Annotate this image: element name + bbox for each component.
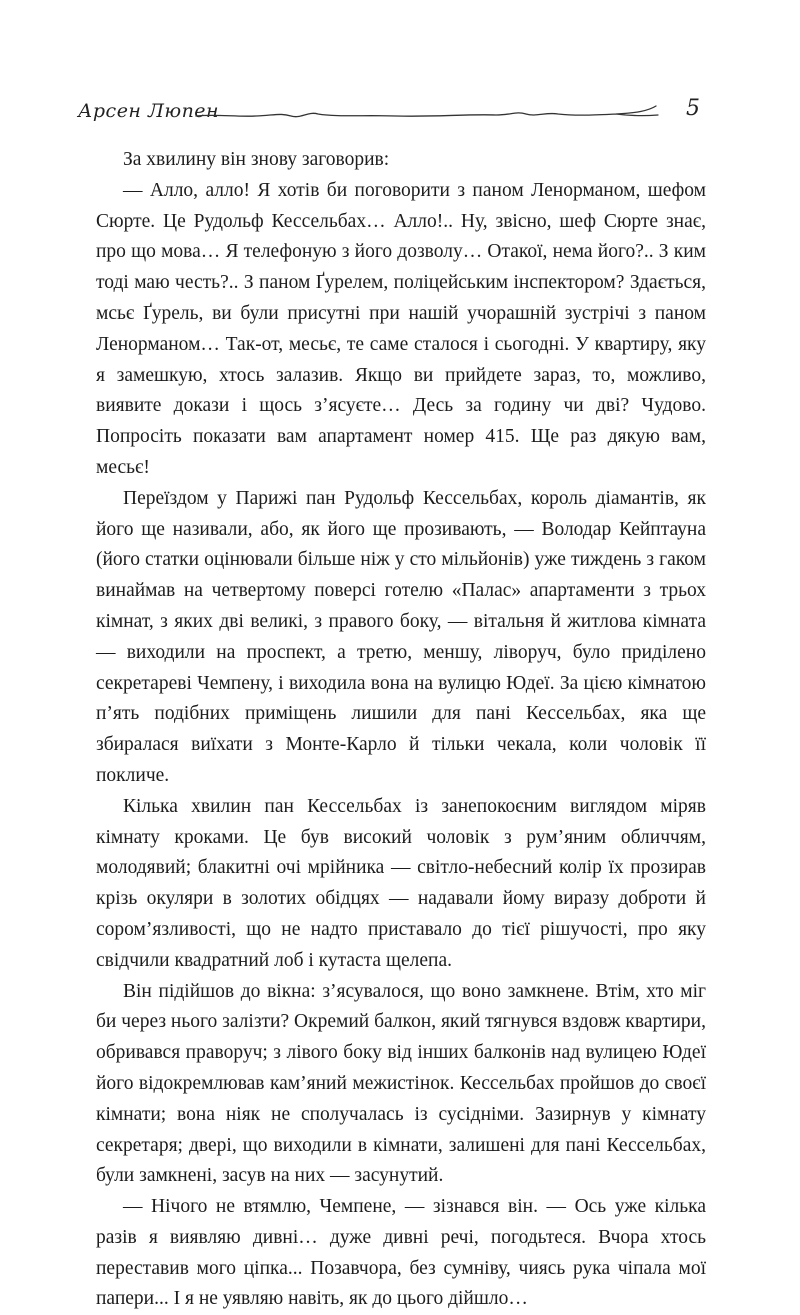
paragraph: Кілька хвилин пан Кессельбах із занепокоєним виглядом міряв кімнату кроками. Це був високий чоловік з рум’яним обличчям, молодявий; блакитні очі мрійника — світло-небесний колір їх прозирав крізь окуляри в золотих обідцях — надавали йому виразу доброти й сором’язливості, що не надто приставало до тієї рішучості, про яку свідчили квадратний лоб і кутаста щелепа. bbox=[96, 795, 706, 971]
paragraph: Переїздом у Парижі пан Рудольф Кессельбах, король діамантів, як його ще називали, або, як його ще прозивають, — Володар Кейптауна (його статки оцінювали більше ніж у сто мільйонів) уже тиждень з гаком винаймав на четвертому поверсі готелю «Палас» апартаменти з трьох кімнат, з яких дві великі, з правого боку, — вітальня й житлова кімната — виходили на проспект, а третю, меншу, ліворуч, було приділено секретареві Чемпену, і виходила вона на вулицю Юдеї. За цією кімнатою п’ять подібних приміщень лишили для пані Кессельбах, яка ще збиралася виїхати з Монте-Карло й тільки чекала, коли чоловік її покличе. bbox=[96, 487, 706, 786]
paragraph: Він підійшов до вікна: з’ясувалося, що воно замкнене. Втім, хто міг би через нього залізти? Окремий балкон, який тягнувся вздовж квартири, обривався праворуч; з лівого боку від інших балконів над вулицею Юдеї його відокремлював кам’яний межистінок. Кессельбах пройшов до своєї кімнати; вона ніяк не сполучалась із сусідніми. Зазирнув у кімнату секретаря; двері, що виходили в кімнати, залишені для пані Кессельбах, були замкнені, засув на них — засунутий. bbox=[96, 980, 706, 1187]
decorative-rule bbox=[196, 102, 666, 126]
running-head bbox=[78, 96, 706, 136]
paragraph: — Алло, алло! Я хотів би поговорити з паном Ленорманом, шефом Сюрте. Це Рудольф Кессельбах… Алло!.. Ну, звісно, шеф Сюрте знає, про що мова… Я телефоную з його дозволу… Отакої, нема його?.. З ким тоді маю честь?.. З паном Ґурелем, поліцейським інспектором? Здається, мсьє Ґурель, ви були присутні при нашій учорашній зустрічі з паном Ленорманом… Так-от, месьє, те саме сталося і сьогодні. У квартиру, яку я замешкую, хтось залазив. Якщо ви прийдете зараз, то, можливо, виявите докази і щось з’ясуєте… Десь за годину чи дві? Чудово. Попросіть показати вам апартамент номер 415. Ще раз дякую вам, месьє! bbox=[96, 179, 706, 478]
page-number: 5 bbox=[686, 96, 700, 121]
paragraph: За хвилину він знову заговорив: bbox=[123, 149, 390, 170]
paragraph: — Нічого не втямлю, Чемпене, — зізнався він. — Ось уже кілька разів я виявляю дивні… дуже дивні речі, погодьтеся. Вчора хтось переставив мого ціпка... Позавчора, без сумніву, чиясь рука чіпала мої папери... І я не уявляю навіть, як до цього дійшло… bbox=[96, 1196, 706, 1310]
body-text bbox=[96, 145, 706, 1315]
running-title: Арсен Люпен bbox=[78, 100, 220, 122]
